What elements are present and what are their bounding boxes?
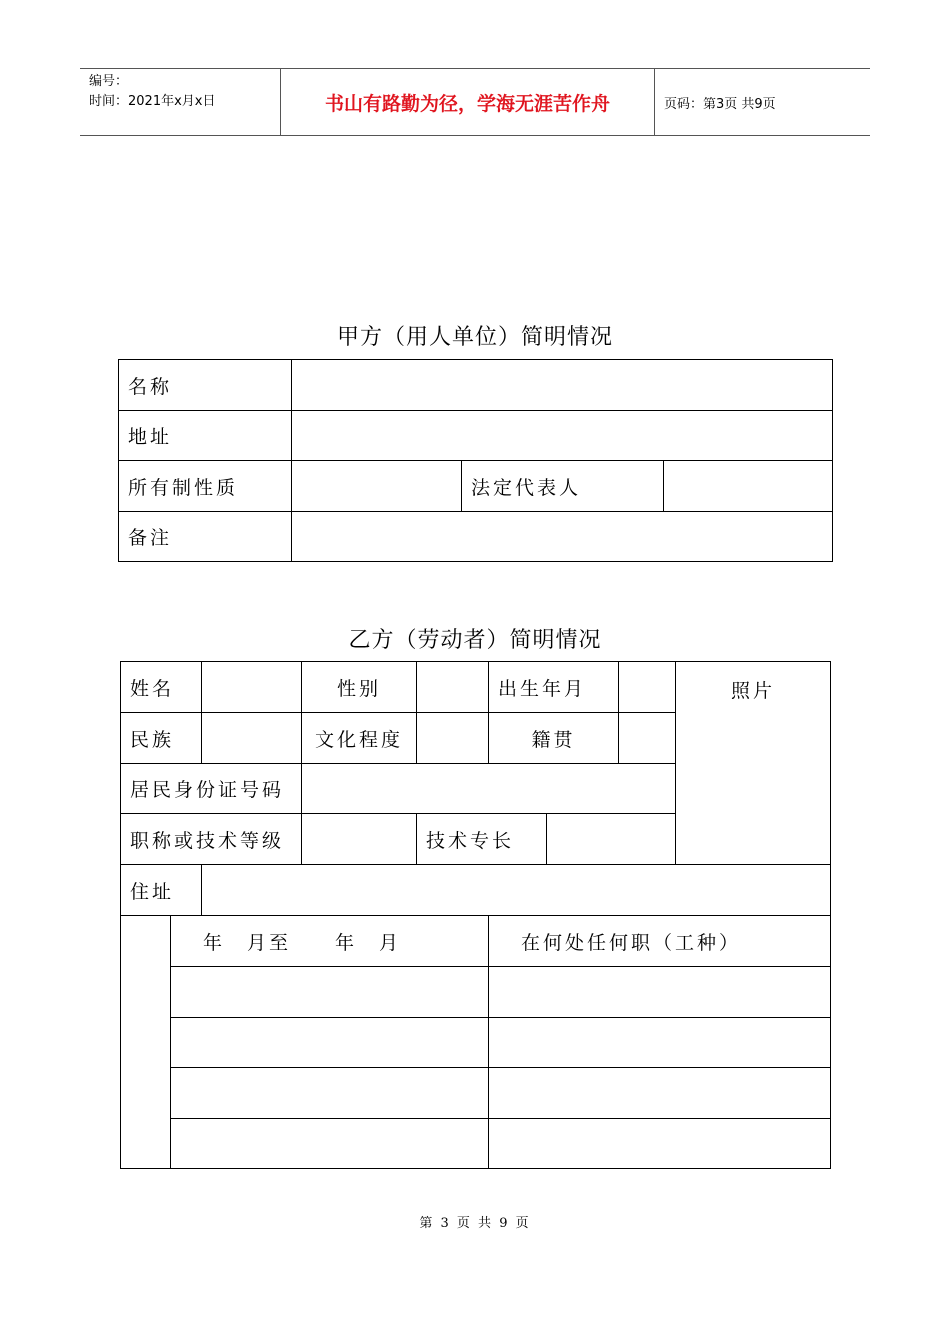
page-footer: 第 3 页 共 9 页	[419, 1216, 531, 1231]
party-b-native-place-label: 籍贯	[489, 713, 619, 764]
history-period-cell[interactable]	[171, 1068, 489, 1119]
party-b-title-grade-label: 职称或技术等级	[121, 814, 302, 865]
party-b-name-field[interactable]	[202, 662, 302, 713]
party-b-photo[interactable]: 照片	[676, 662, 831, 865]
party-b-ethnicity-field[interactable]	[202, 713, 302, 764]
party-b-ethnicity-label: 民族	[121, 713, 202, 764]
header-page-code: 页码：第3页 共9页	[664, 96, 776, 112]
history-position-cell[interactable]	[489, 1068, 831, 1119]
party-b-education-field[interactable]	[417, 713, 489, 764]
header-meta	[80, 69, 281, 135]
header-time: 时间：2021年x月x日	[89, 94, 216, 109]
history-period-cell[interactable]	[171, 967, 489, 1018]
party-a-ownership-field[interactable]	[292, 461, 462, 512]
page-header	[80, 68, 870, 136]
party-b-id-field[interactable]	[302, 764, 676, 814]
history-period-cell[interactable]	[171, 1018, 489, 1068]
party-a-legal-rep-field[interactable]	[664, 461, 833, 512]
party-b-name-label: 姓名	[121, 662, 202, 713]
party-a-name-field[interactable]	[292, 360, 833, 411]
party-b-education-label: 文化程度	[302, 713, 417, 764]
party-a-ownership-label: 所有制性质	[119, 461, 292, 512]
party-b-specialty-field[interactable]	[547, 814, 676, 865]
party-b-title: 乙方（劳动者）简明情况	[348, 628, 602, 653]
history-position-cell[interactable]	[489, 967, 831, 1018]
party-a-address-field[interactable]	[292, 411, 833, 461]
party-a-remarks-label: 备注	[119, 512, 292, 562]
party-a-name-label: 名称	[119, 360, 292, 411]
history-position-cell[interactable]	[489, 1018, 831, 1068]
party-a-legal-rep-label: 法定代表人	[462, 461, 664, 512]
header-motto: 书山有路勤为径，学海无涯苦作舟	[281, 69, 655, 135]
party-b-id-label: 居民身份证号码	[121, 764, 302, 814]
party-b-period-header: 年 月至 年 月	[171, 916, 489, 967]
party-b-birth-label: 出生年月	[489, 662, 619, 713]
party-b-history-side	[121, 916, 171, 1169]
party-b-specialty-label: 技术专长	[417, 814, 547, 865]
party-a-table	[118, 359, 833, 562]
party-b-gender-field[interactable]	[417, 662, 489, 713]
party-b-address-label: 住址	[121, 865, 202, 916]
party-b-native-place-field[interactable]	[619, 713, 676, 764]
party-b-table	[120, 661, 831, 1169]
party-b-title-grade-field[interactable]	[302, 814, 417, 865]
party-a-remarks-field[interactable]	[292, 512, 833, 562]
history-period-cell[interactable]	[171, 1119, 489, 1169]
party-a-title: 甲方（用人单位）简明情况	[336, 325, 613, 350]
party-b-address-field[interactable]	[202, 865, 831, 916]
party-b-gender-label: 性别	[302, 662, 417, 713]
header-number: 编号：	[89, 74, 129, 89]
history-position-cell[interactable]	[489, 1119, 831, 1169]
party-b-position-header: 在何处任何职（工种）	[489, 916, 831, 967]
party-b-birth-field[interactable]	[619, 662, 676, 713]
party-a-address-label: 地址	[119, 411, 292, 461]
